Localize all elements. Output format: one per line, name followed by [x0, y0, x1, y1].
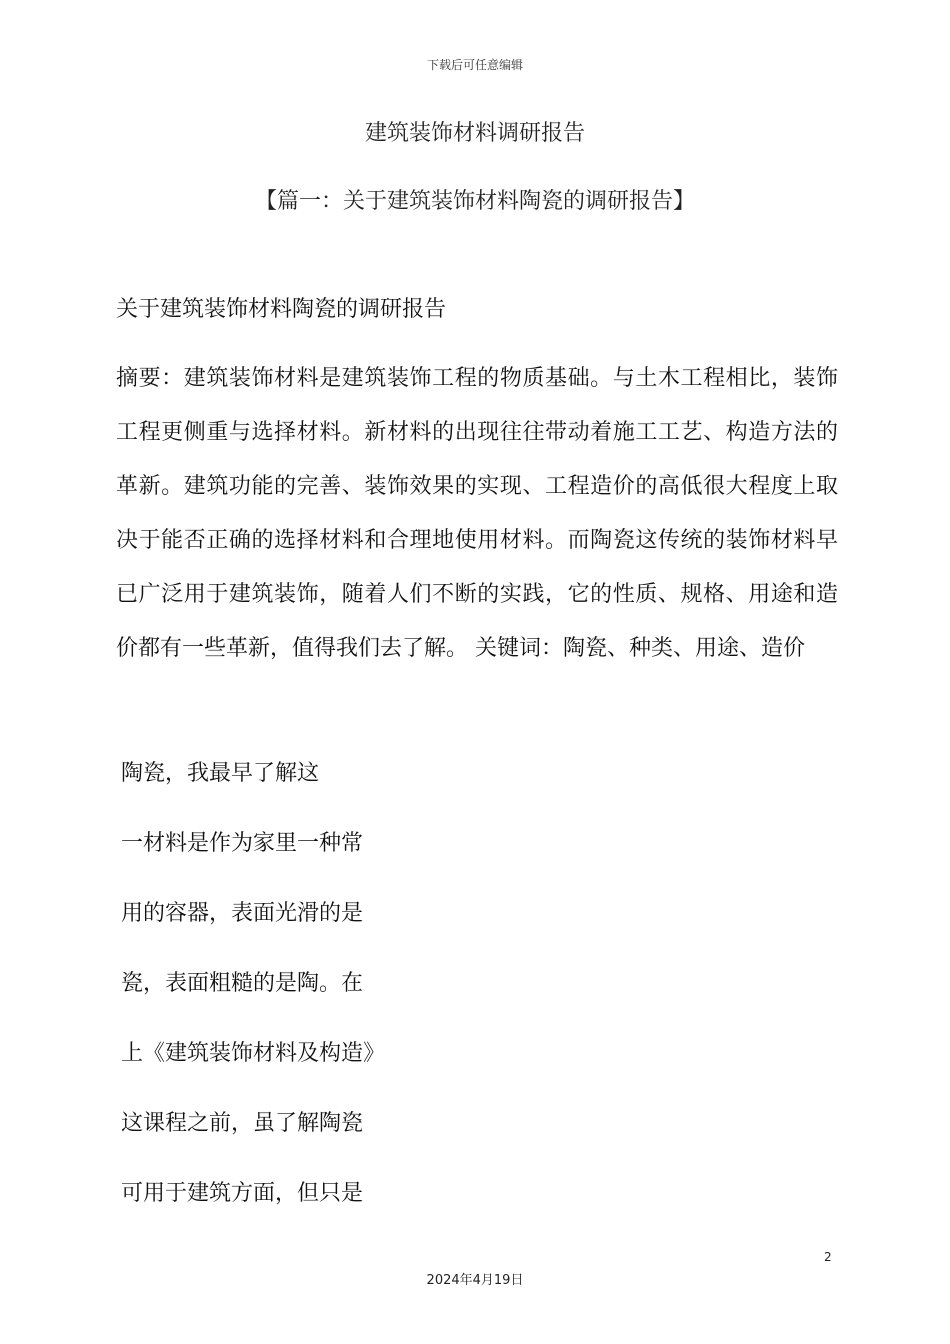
page-number: 2 [824, 1250, 832, 1264]
document-title: 建筑装饰材料调研报告 [364, 121, 585, 146]
header-note: 下载后可任意编辑 [426, 58, 523, 72]
body-line-1: 陶瓷，我最早了解这 [121, 761, 320, 786]
body-line-3: 用的容器，表面光滑的是 [121, 901, 364, 926]
section-heading: 关于建筑装饰材料陶瓷的调研报告 [116, 297, 447, 322]
body-line-4: 瓷，表面粗糙的是陶。在 [121, 971, 364, 996]
body-line-5: 上《建筑装饰材料及构造》 [121, 1041, 386, 1066]
body-line-7: 可用于建筑方面，但只是 [121, 1181, 364, 1206]
footer-date: 2024年4月19日 [426, 1273, 524, 1288]
abstract-paragraph: 摘要：建筑装饰材料是建筑装饰工程的物质基础。与土木工程相比，装饰工程更侧重与选择材料。新材料的出现往往带动着施工工艺、构造方法的革新。建筑功能的完善、装饰效果的实现、工程造价的高低很大程度上取决于能否正确的选择材料和合理地使用材料。而陶瓷这传统的装饰材料早已广泛用于建筑装饰，随着人们不断的实践，它的性质、规格、用途和造价都有一些革新，值得我们去了解。 关键词：陶瓷、种类、用途、造价 [116, 366, 838, 661]
body-line-2: 一材料是作为家里一种常 [121, 831, 364, 856]
document-subtitle: 【篇一：关于建筑装饰材料陶瓷的调研报告】 [254, 189, 695, 214]
body-line-6: 这课程之前，虽了解陶瓷 [121, 1111, 364, 1136]
